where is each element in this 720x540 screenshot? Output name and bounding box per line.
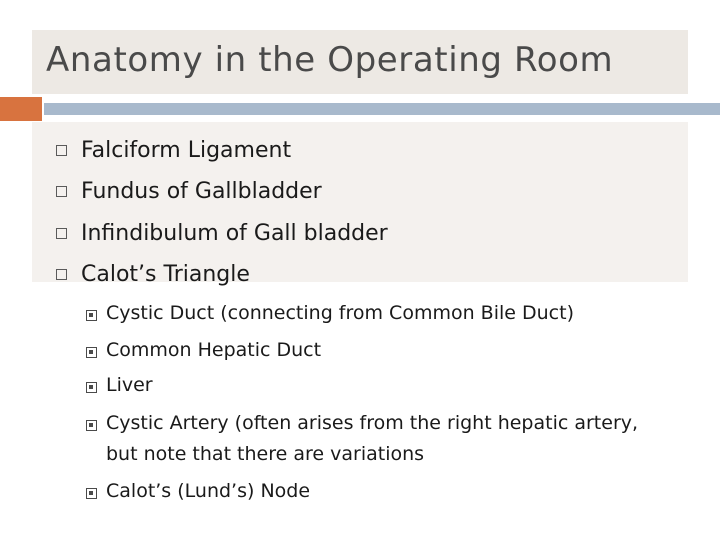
boxed-square-bullet-icon [86, 382, 97, 393]
hollow-square-bullet-icon [56, 228, 67, 239]
sub-bullet-line: but note that there are variations [106, 443, 425, 465]
sub-bullet-text: Calot’s (Lund’s) Node [106, 480, 311, 502]
sub-bullet-text: Cystic Duct (connecting from Common Bile Duct) [106, 302, 574, 324]
hollow-square-bullet-icon [56, 186, 67, 197]
boxed-square-bullet-icon [86, 310, 97, 321]
accent-orange-bar [0, 97, 42, 121]
bullet-item [56, 217, 388, 249]
bullet-item [56, 134, 291, 166]
title-panel [32, 30, 688, 94]
sub-bullet-text: Common Hepatic Duct [106, 339, 322, 361]
boxed-square-bullet-icon [86, 488, 97, 499]
sub-bullet-item [86, 339, 322, 366]
bullet-text: Fundus of Gallbladder [81, 178, 322, 204]
sub-bullet-item [86, 374, 153, 401]
sub-bullet-item [86, 480, 311, 507]
bullet-item [56, 258, 250, 290]
sub-bullet-text [106, 408, 638, 470]
hollow-square-bullet-icon [56, 269, 67, 280]
sub-bullet-line: Cystic Artery (often arises from the right hepatic artery, [106, 412, 639, 434]
slide-title: Anatomy in the Operating Room [46, 40, 614, 80]
sub-bullet-item [86, 302, 574, 329]
bullet-text: Infindibulum of Gall bladder [81, 220, 388, 246]
bullet-text: Calot’s Triangle [81, 261, 250, 287]
bullet-item [56, 175, 322, 207]
bullet-text: Falciform Ligament [81, 137, 292, 163]
accent-blue-bar [44, 103, 720, 115]
boxed-square-bullet-icon [86, 347, 97, 358]
sub-bullet-item [86, 412, 639, 470]
boxed-square-bullet-icon [86, 420, 97, 431]
sub-bullet-text: Liver [106, 374, 153, 396]
hollow-square-bullet-icon [56, 145, 67, 156]
